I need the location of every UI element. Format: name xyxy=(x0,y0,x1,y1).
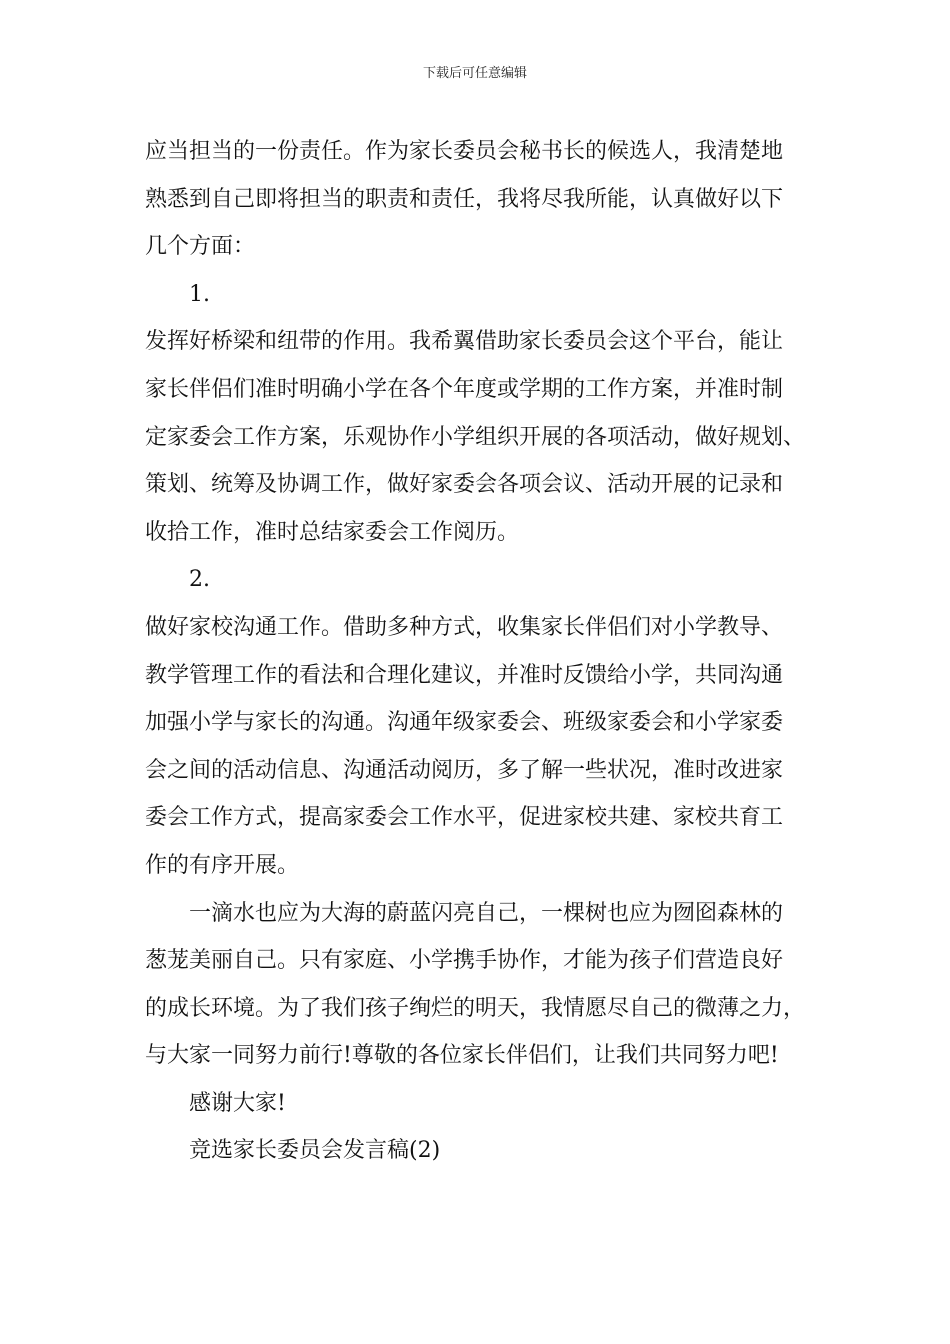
document-body xyxy=(145,128,815,1175)
text-line: 的成长环境。为了我们孩子绚烂的明天，我情愿尽自己的微薄之力， xyxy=(145,995,806,1021)
text-line: 几个方面： xyxy=(145,234,256,260)
list-number: 1. xyxy=(189,281,210,307)
header-note: 下载后可任意编辑 xyxy=(422,66,527,81)
text-line: 葱茏美丽自己。只有家庭、小学携手协作，才能为孩子们营造良好 xyxy=(145,948,784,974)
text-line: 策划、统筹及协调工作，做好家委会各项会议、活动开展的记录和 xyxy=(145,472,784,498)
text-line: 加强小学与家长的沟通。沟通年级家委会、班级家委会和小学家委 xyxy=(145,710,784,736)
text-line: 与大家一同努力前行!尊敬的各位家长伴侣们，让我们共同努力吧! xyxy=(145,1043,779,1069)
text-line: 家长伴侣们准时明确小学在各个年度或学期的工作方案，并准时制 xyxy=(145,376,784,402)
text-line: 会之间的活动信息、沟通活动阅历，多了解一些状况，准时改进家 xyxy=(145,757,784,783)
text-line: 应当担当的一份责任。作为家长委员会秘书长的候选人，我清楚地 xyxy=(145,139,784,164)
text-line: 定家委会工作方案，乐观协作小学组织开展的各项活动，做好规划、 xyxy=(145,424,806,450)
text-line: 熟悉到自己即将担当的职责和责任，我将尽我所能，认真做好以下 xyxy=(145,186,784,212)
text-line: 委会工作方式，提高家委会工作水平，促进家校共建、家校共育工 xyxy=(145,805,784,831)
list-number: 2. xyxy=(189,567,210,593)
text-line: 发挥好桥梁和纽带的作用。我希翼借助家长委员会这个平台，能让 xyxy=(145,329,784,355)
section-title: 竞选家长委员会发言稿(2) xyxy=(189,1138,441,1164)
text-line: 收拾工作，准时总结家委会工作阅历。 xyxy=(145,519,520,545)
text-line: 教学管理工作的看法和合理化建议，并准时反馈给小学，共同沟通 xyxy=(145,662,784,688)
closing-thanks: 感谢大家! xyxy=(189,1090,286,1116)
text-line: 做好家校沟通工作。借助多种方式，收集家长伴侣们对小学教导、 xyxy=(145,614,784,640)
text-line: 一滴水也应为大海的蔚蓝闪亮自己，一棵树也应为囫囵森林的 xyxy=(189,900,784,926)
text-line: 作的有序开展。 xyxy=(145,852,300,878)
